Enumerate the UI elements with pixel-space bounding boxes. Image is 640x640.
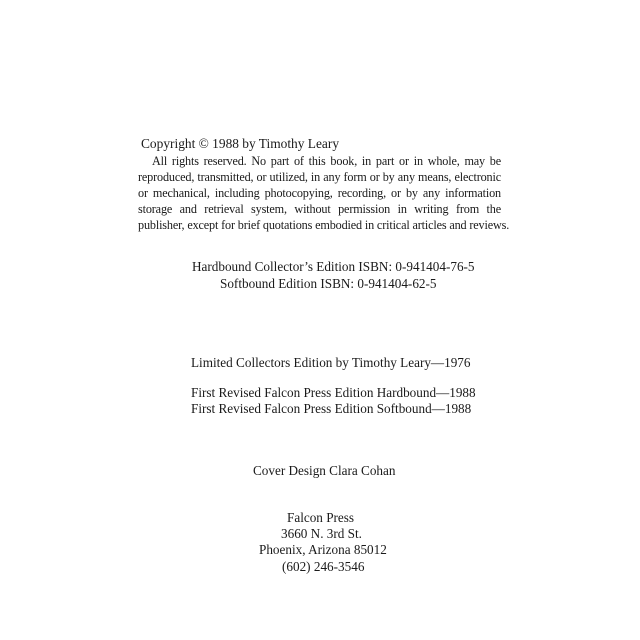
isbn-hardbound: Hardbound Collector’s Edition ISBN: 0-941404-76-5 bbox=[192, 259, 475, 274]
edition-revised-softbound: First Revised Falcon Press Edition Softbound—1988 bbox=[191, 401, 472, 416]
edition-limited: Limited Collectors Edition by Timothy Leary—1976 bbox=[191, 355, 471, 370]
publisher-name: Falcon Press bbox=[287, 510, 355, 525]
publisher-street: 3660 N. 3rd St. bbox=[281, 526, 362, 541]
cover-design-credit: Cover Design Clara Cohan bbox=[253, 463, 396, 478]
isbn-softbound: Softbound Edition ISBN: 0-941404-62-5 bbox=[220, 276, 437, 291]
rights-reserved-paragraph bbox=[138, 153, 510, 233]
rights-line: All rights reserved. No part of this book, in part or in whole, may be bbox=[152, 154, 501, 168]
rights-line: or mechanical, including photocopying, recording, or by any information bbox=[138, 186, 501, 201]
rights-line: storage and retrieval system, without permission in writing from the bbox=[138, 202, 501, 217]
edition-revised-hardbound: First Revised Falcon Press Edition Hardbound—1988 bbox=[191, 385, 476, 400]
copyright-notice: Copyright © 1988 by Timothy Leary bbox=[141, 136, 340, 151]
rights-line: reproduced, transmitted, or utilized, in any form or by any means, electronic bbox=[138, 170, 501, 185]
rights-line: publisher, except for brief quotations embodied in critical articles and reviews. bbox=[138, 218, 510, 233]
publisher-city: Phoenix, Arizona 85012 bbox=[259, 542, 387, 557]
publisher-phone: (602) 246-3546 bbox=[282, 559, 365, 574]
